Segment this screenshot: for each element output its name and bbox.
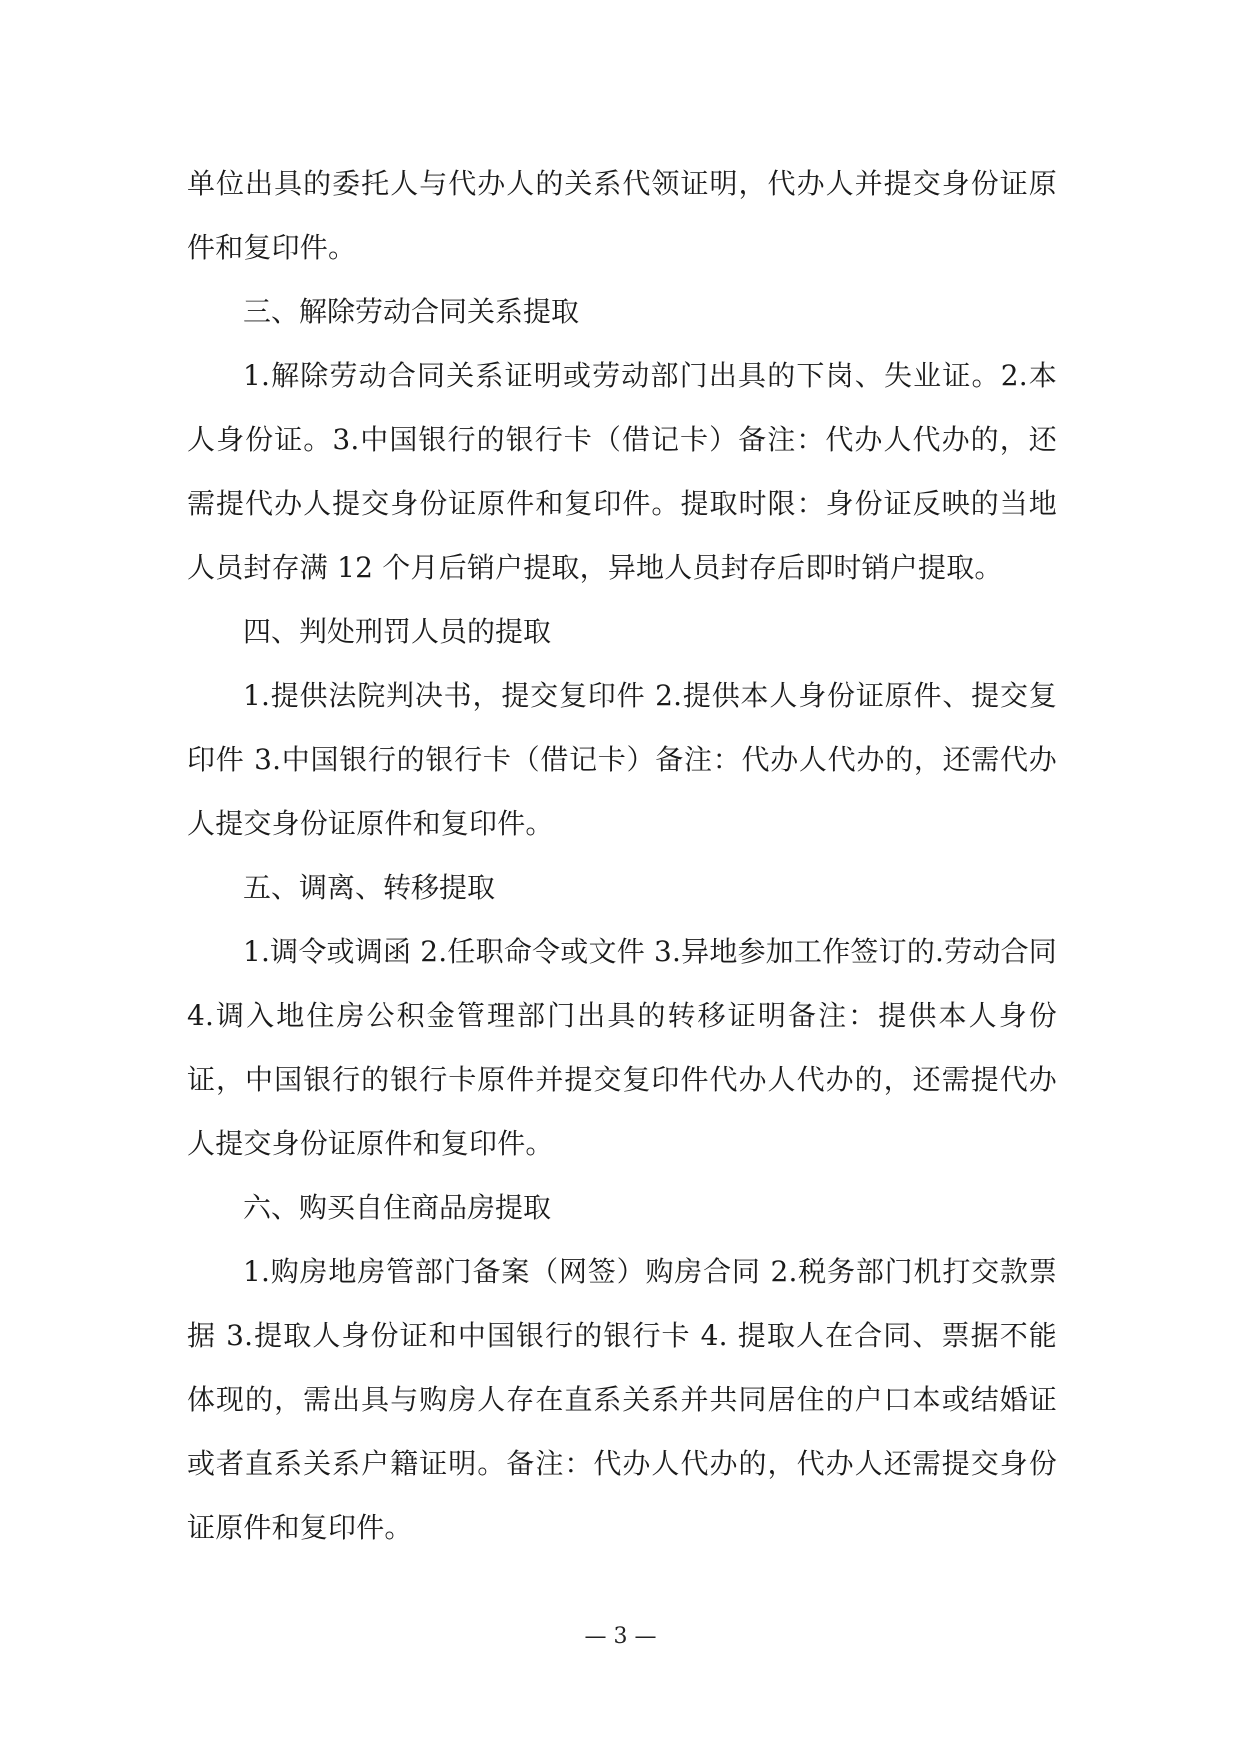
paragraph: 1.调令或调函 2.任职命令或文件 3.异地参加工作签订的.劳动合同 4.调入地住房公积金管理部门出具的转移证明备注：提供本人身份证，中国银行的银行卡原件并提交复印件代办人代办的，还需提代办人提交身份证原件和复印件。 <box>187 935 1057 1160</box>
paragraph: 1.解除劳动合同关系证明或劳动部门出具的下岗、失业证。2.本人身份证。3.中国银行的银行卡（借记卡）备注：代办人代办的，还需提代办人提交身份证原件和复印件。提取时限：身份证反映的当地人员封存满 12 个月后销户提取，异地人员封存后即时销户提取。 <box>187 359 1057 584</box>
section-heading-6: 六、购买自住商品房提取 <box>243 1191 552 1224</box>
section-heading-5: 五、调离、转移提取 <box>243 871 496 904</box>
section-heading-4: 四、判处刑罚人员的提取 <box>243 615 552 648</box>
paragraph: 1.购房地房管部门备案（网签）购房合同 2.税务部门机打交款票据 3.提取人身份证和中国银行的银行卡 4. 提取人在合同、票据不能体现的，需出具与购房人存在直系关系并共同居住的户口本或结婚证或者直系关系户籍证明。备注：代办人代办的，代办人还需提交身份证原件和复印件。 <box>187 1255 1057 1544</box>
section-heading-3: 三、解除劳动合同关系提取 <box>243 295 580 328</box>
page-number: — 3 — <box>584 1624 657 1649</box>
paragraph-continued: 单位出具的委托人与代办人的关系代领证明，代办人并提交身份证原件和复印件。 <box>187 167 1057 264</box>
document-body <box>187 152 1057 1560</box>
paragraph: 1.提供法院判决书，提交复印件 2.提供本人身份证原件、提交复印件 3.中国银行的银行卡（借记卡）备注：代办人代办的，还需代办人提交身份证原件和复印件。 <box>187 679 1057 840</box>
